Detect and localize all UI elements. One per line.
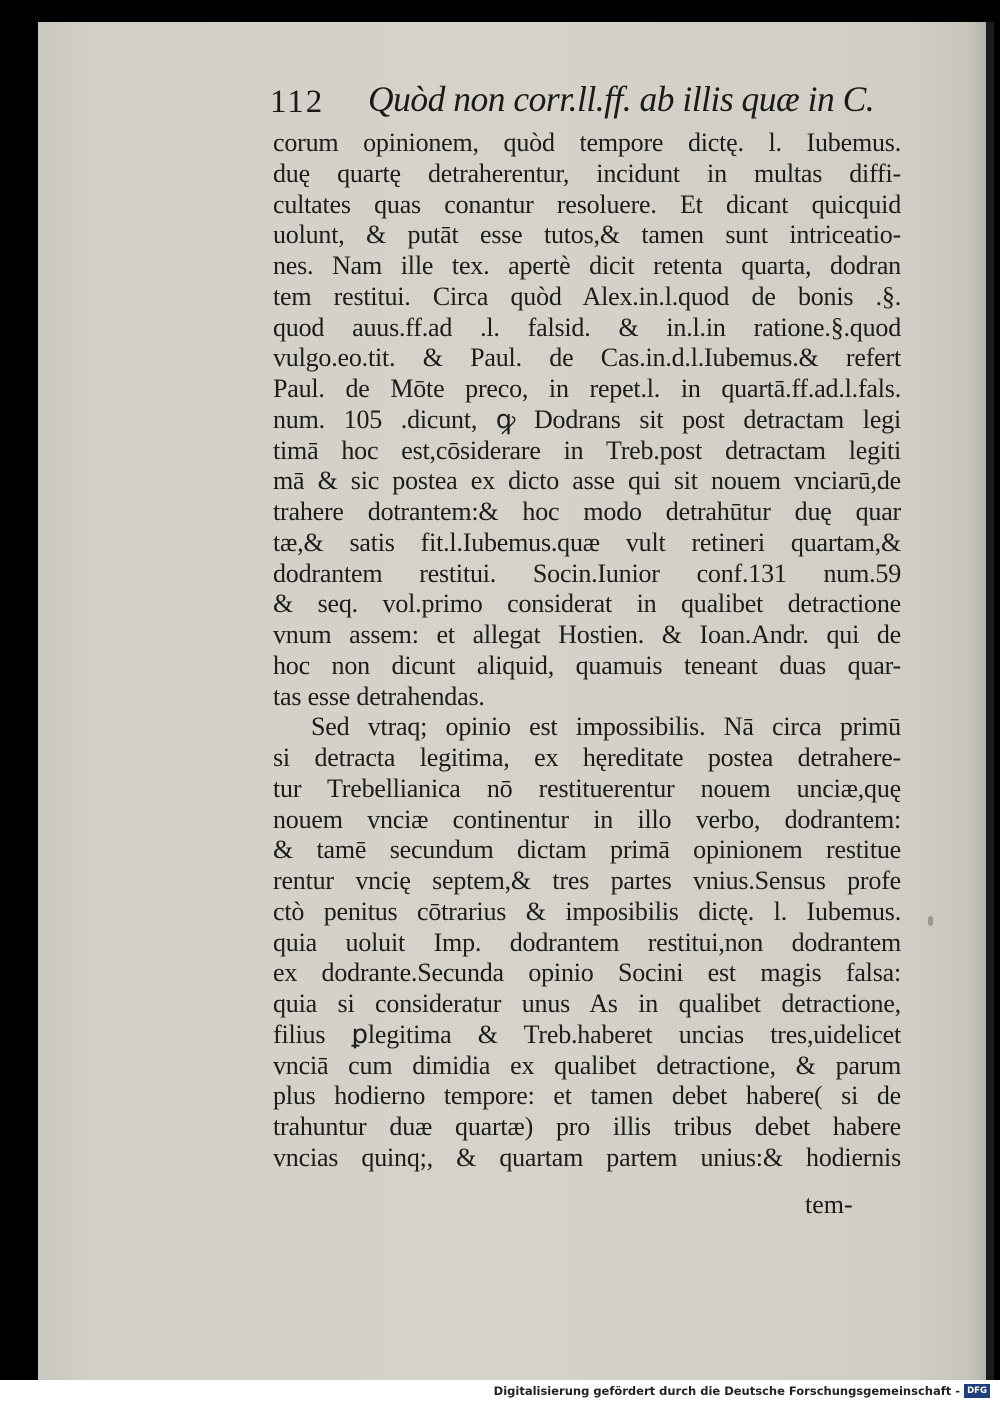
text-line: corum opinionem, quòd tempore dictę. l. Iubemus. (273, 128, 901, 157)
text-line: duę quartę detraherentur, incidunt in multas diffi- (273, 158, 901, 188)
text-line: filius ꝑlegitima & Treb.haberet uncias tres,uidelicet (273, 1019, 901, 1049)
page-edge (986, 22, 994, 1380)
text-line: vulgo.eo.tit. & Paul. de Cas.in.d.l.Iubemus.& refert (273, 343, 901, 373)
text-line: vnciā cum dimidia ex qualibet detractione, & parum (273, 1050, 901, 1080)
funding-credit: Digitalisierung gefördert durch die Deutsche Forschungsgemeinschaft - (493, 1384, 960, 1398)
text-line: num. 105 .dicunt, ꝙ Dodrans sit post detractam legi (273, 404, 901, 434)
dfg-logo-icon: DFG (964, 1384, 990, 1398)
text-line: cultates quas conantur resoluere. Et dicant quicquid (273, 189, 901, 219)
folio-number: 112 (270, 84, 325, 120)
text-line: trahere dotrantem:& hoc modo detrahūtur duę quar (273, 497, 901, 526)
text-line: tæ,& satis fit.l.Iubemus.quæ vult retineri quartam,& (273, 527, 901, 557)
body-text (273, 128, 901, 1174)
text-line: rentur vncię septem,& tres partes vnius.Sensus profe (273, 866, 901, 895)
text-line: uolunt, & putāt esse tutos,& tamen sunt intriceatio- (273, 220, 901, 250)
text-line: quia si consideratur unus As in qualibet detractione, (273, 989, 901, 1018)
text-line: tem restitui. Circa quòd Alex.in.l.quod de bonis .§. (273, 281, 901, 311)
text-line: trahuntur duæ quartæ) pro illis tribus debet habere (273, 1112, 901, 1141)
text-line: nes. Nam ille tex. apertè dicit retenta quarta, dodran (273, 251, 901, 280)
text-line: Paul. de Mōte preco, in repet.l. in quartā.ff.ad.l.fals. (273, 374, 901, 403)
text-line: vnum assem: et allegat Hostien. & Ioan.Andr. qui de (273, 620, 901, 649)
text-line: plus hodierno tempore: et tamen debet habere( si de (273, 1081, 901, 1111)
catchword: tem- (805, 1190, 853, 1219)
text-line: vncias quinq;, & quartam partem unius:& hodiernis (273, 1142, 901, 1172)
text-line: quia uoluit Imp. dodrantem restitui,non dodrantem (273, 927, 901, 957)
text-line: timā hoc est,cōsiderare in Treb.post detractam legiti (273, 435, 901, 465)
paper-speck (928, 916, 933, 926)
text-line: nouem vnciæ continentur in illo verbo, dodrantem: (273, 804, 901, 834)
text-line: hoc non dicunt aliquid, quamuis teneant duas quar- (273, 650, 901, 680)
text-line: si detracta legitima, ex hęreditate postea detrahere- (273, 743, 901, 772)
paragraph-start-line: Sed vtraq; opinio est impossibilis. Nā circa primū (311, 712, 901, 742)
paragraph-end-line: tas esse detrahendas. (273, 681, 485, 711)
text-line: mā & sic postea ex dicto asse qui sit nouem vnciarū,de (273, 466, 901, 496)
page-edge-shading (970, 22, 986, 1380)
text-line: quod auus.ff.ad .l. falsid. & in.l.in ratione.§.quod (273, 312, 901, 342)
text-line: dodrantem restitui. Socin.Iunior conf.131 num.59 (273, 558, 901, 588)
text-line: & tamē secundum dictam primā opinionem restitue (273, 835, 901, 865)
text-line: tur Trebellianica nō restituerentur nouem unciæ,quę (273, 773, 901, 803)
text-line: ctò penitus cōtrarius & imposibilis dictę. l. Iubemus. (273, 896, 901, 926)
text-line: ex dodrante.Secunda opinio Socini est magis falsa: (273, 958, 901, 988)
running-head: Quòd non corr.ll.ff. ab illis quæ in C. (368, 79, 875, 119)
text-line: & seq. vol.primo considerat in qualibet detractione (273, 589, 901, 619)
